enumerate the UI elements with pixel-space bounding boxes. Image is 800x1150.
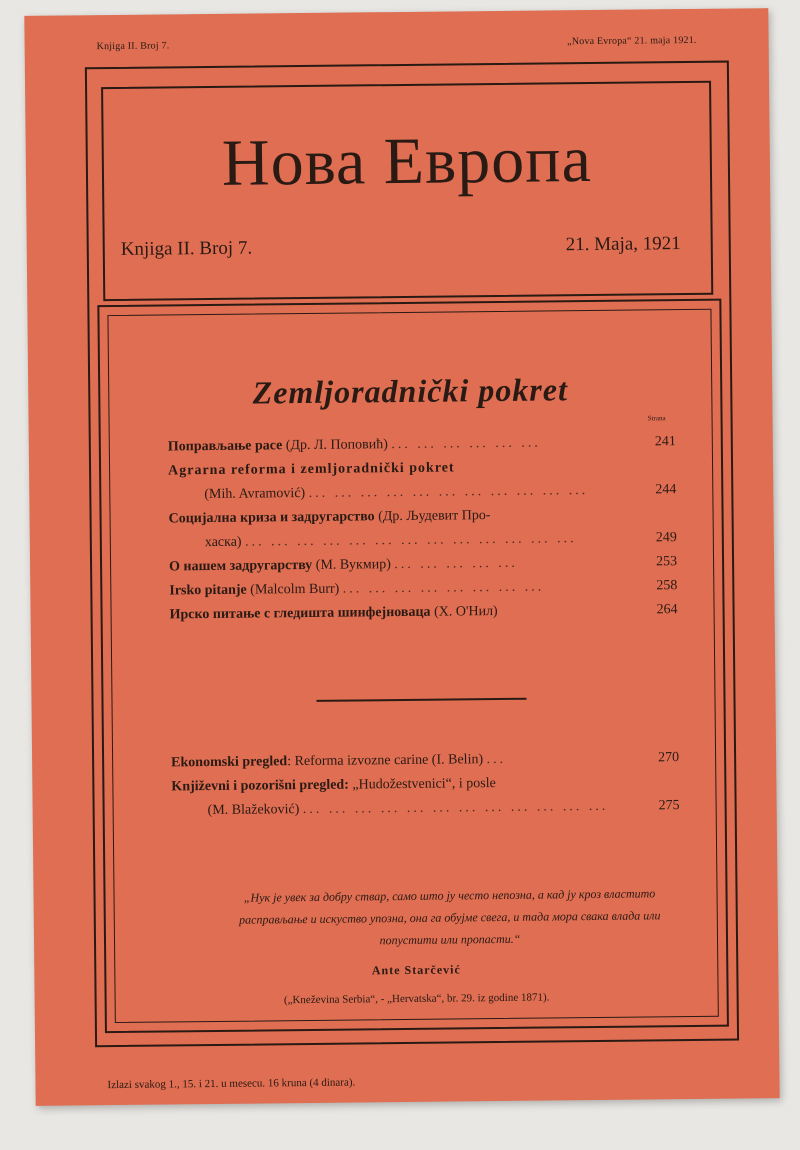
top-line-issue: Knjiga II. Broj 7. xyxy=(96,40,170,53)
toc-title: Ирско питање с гледишта шинфејноваца xyxy=(169,604,431,623)
table-of-contents xyxy=(168,430,678,627)
toc-author: (Х. О'Нил) xyxy=(433,604,498,620)
toc-dots: ... ... ... ... ... ... ... ... ... ... ... ... ... xyxy=(244,531,577,550)
section-divider xyxy=(316,698,526,702)
review-title: Ekonomski pregled xyxy=(171,754,288,771)
toc-title: Социјална криза и задругарство xyxy=(168,509,375,527)
toc-title: Irsko pitanje xyxy=(169,582,247,599)
magazine-cover xyxy=(24,8,779,1106)
toc-author: (Mih. Avramović) xyxy=(204,486,306,503)
toc-page: 258 xyxy=(656,578,678,594)
review-detail: „Hudožestvenici“, i posle xyxy=(352,776,496,793)
magazine-title: Нова Европа xyxy=(221,122,593,200)
toc-page: 241 xyxy=(654,434,676,450)
toc-author: (М. Вукмир) xyxy=(315,557,391,573)
toc-dots: ... ... ... ... ... xyxy=(394,555,518,573)
review-detail: : Reforma izvozne carine (I. Belin) xyxy=(287,752,484,770)
toc-title: Agrarna reforma i zemljoradnički pokret xyxy=(168,460,455,479)
top-line xyxy=(97,35,697,52)
epigraph-source: („Kneževina Serbia“, - „Hervatska“, br. 29. iz godine 1871). xyxy=(283,991,550,1007)
top-line-date: „Nova Evropa“ 21. maja 1921. xyxy=(567,34,697,48)
toc-author: хаска) xyxy=(204,534,242,551)
toc-author: (Malcolm Burr) xyxy=(250,581,340,598)
review-title: Književni i pozorišni pregled: xyxy=(171,777,349,795)
contents-inner-frame xyxy=(107,309,718,1023)
toc-author: (Др. Л. Поповић) xyxy=(285,437,388,454)
toc-title: О нашем задругарству xyxy=(169,557,313,575)
section-title: Zemljoradnički pokret xyxy=(252,371,569,411)
issue-number: Knjiga II. Broj 7. xyxy=(120,237,253,260)
toc-dots: ... ... ... ... ... ... ... ... xyxy=(342,579,545,597)
toc-row xyxy=(169,598,677,627)
review-page: 275 xyxy=(658,798,680,814)
toc-dots: ... ... ... ... ... ... ... ... ... ... ... xyxy=(308,483,589,501)
toc-dots: ... ... ... ... ... ... xyxy=(391,435,541,453)
toc-page: 253 xyxy=(655,554,678,570)
review-dots: ... ... ... ... ... ... ... ... ... ... ... ... xyxy=(302,798,609,818)
toc-page: 249 xyxy=(655,530,677,546)
reviews-list xyxy=(171,746,680,823)
masthead xyxy=(101,81,713,301)
toc-author: (Др. Људевит Про- xyxy=(378,508,491,525)
review-dots: ... xyxy=(486,751,507,768)
page-column-head: Strana xyxy=(647,414,666,423)
toc-title: Поправљање расе xyxy=(167,438,283,455)
toc-page: 244 xyxy=(655,482,677,498)
review-page: 270 xyxy=(658,750,680,766)
review-row xyxy=(172,794,680,823)
contents-frame xyxy=(97,299,729,1033)
epigraph-quote: „Нук је увек за добру ствар, само што ју често непозна, а кад ју кроз властито расправљање и искуство упозна, она га обујме свега, и тада мора свака влада или попустити или пропасти.“ xyxy=(239,886,661,948)
epigraph-author: Ante Starčević xyxy=(371,962,461,978)
publication-footer: Izlazi svakog 1., 15. i 21. u mesecu. 16 kruna (4 dinara). xyxy=(107,1076,356,1092)
review-detail: (M. Blažeković) xyxy=(207,802,300,819)
toc-page: 264 xyxy=(656,602,678,618)
issue-date: 21. Maja, 1921 xyxy=(565,233,681,256)
